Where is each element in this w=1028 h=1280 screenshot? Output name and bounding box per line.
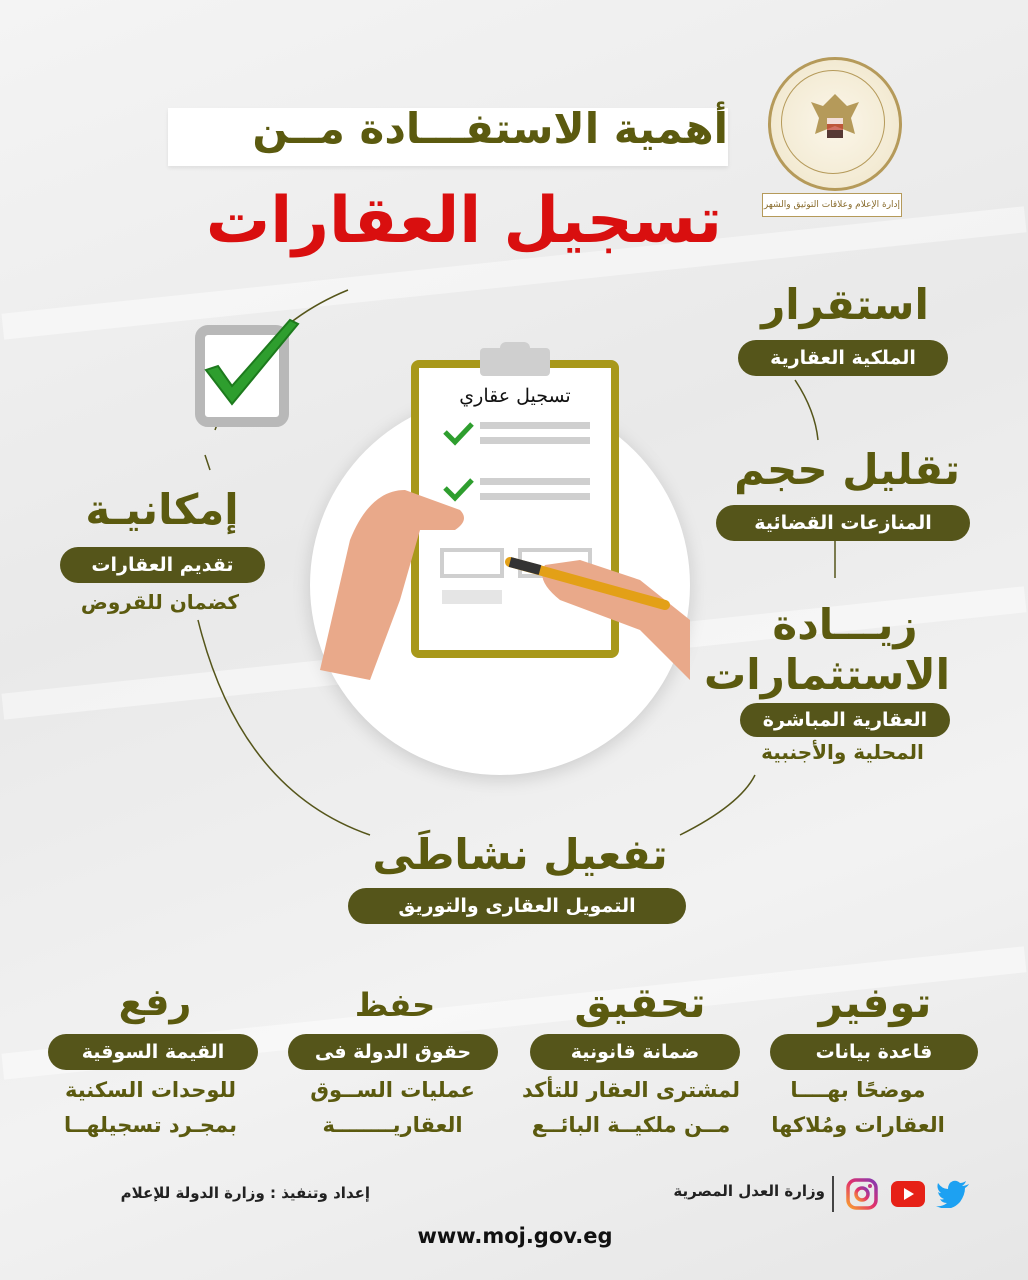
stability-pill: الملكية العقارية xyxy=(738,340,948,376)
seal-emblem xyxy=(768,57,902,191)
bottom-heading-3: حفظ xyxy=(354,986,436,1024)
youtube-icon[interactable] xyxy=(891,1181,925,1207)
ministry-logo xyxy=(760,55,904,220)
possibility-pill: تقديم العقارات xyxy=(60,547,265,583)
reduce-heading: تقليل حجم xyxy=(734,445,960,494)
logo-caption: إدارة الإعلام وعلاقات التوثيق والشهر xyxy=(762,193,902,217)
page-title-line1: أهمية الاستفـــادة مــن xyxy=(252,104,728,153)
bottom-heading-1: توفير xyxy=(818,978,932,1027)
bottom-heading-4: رفع xyxy=(118,980,192,1024)
credit-text: إعداد وتنفيذ : وزارة الدولة للإعلام xyxy=(120,1184,370,1202)
page-title-line2: تسجيل العقارات xyxy=(205,184,722,258)
bottom-pill-1: قاعدة بيانات xyxy=(770,1034,978,1070)
bottom-line1-2: لمشترى العقار للتأكد xyxy=(521,1078,741,1102)
website-url[interactable]: www.moj.gov.eg xyxy=(417,1224,613,1248)
checkbox-check-icon xyxy=(188,318,308,430)
activate-heading: تفعيل نشاطَى xyxy=(372,830,668,879)
bottom-line2-3: العقاريــــــــة xyxy=(322,1113,463,1137)
increase-heading-2: الاستثمارات xyxy=(704,650,950,699)
bottom-line1-4: للوحدات السكنية xyxy=(64,1078,237,1102)
bottom-pill-4: القيمة السوقية xyxy=(48,1034,258,1070)
bottom-pill-2: ضمانة قانونية xyxy=(530,1034,740,1070)
bottom-heading-2: تحقيق xyxy=(574,978,706,1027)
bottom-pill-3: حقوق الدولة فى xyxy=(288,1034,498,1070)
bottom-line1-3: عمليات الســوق xyxy=(310,1078,475,1102)
instagram-icon[interactable] xyxy=(846,1178,878,1210)
increase-pill: العقارية المباشرة xyxy=(740,703,950,737)
increase-subtext: المحلية والأجنبية xyxy=(761,740,924,764)
twitter-icon[interactable] xyxy=(936,1180,970,1208)
footer-divider xyxy=(832,1176,834,1212)
bottom-line1-1: موضحًا بهــــا xyxy=(790,1078,926,1102)
activate-pill: التمويل العقارى والتوريق xyxy=(348,888,686,924)
reduce-pill: المنازعات القضائية xyxy=(716,505,970,541)
ministry-name: وزارة العدل المصرية xyxy=(673,1182,825,1200)
increase-heading-1: زيـــادة xyxy=(772,600,918,649)
possibility-subtext: كضمان للقروض xyxy=(80,590,240,614)
possibility-heading: إمكانيـة xyxy=(85,485,239,534)
stability-heading: استقرار xyxy=(761,280,929,329)
bottom-line2-2: مــن ملكيــة البائــع xyxy=(531,1113,731,1137)
bottom-line2-1: العقارات ومُلاكها xyxy=(771,1113,945,1137)
clipboard-title: تسجيل عقاري xyxy=(459,385,571,407)
bottom-line2-4: بمجـرد تسجيلهــا xyxy=(63,1113,238,1137)
